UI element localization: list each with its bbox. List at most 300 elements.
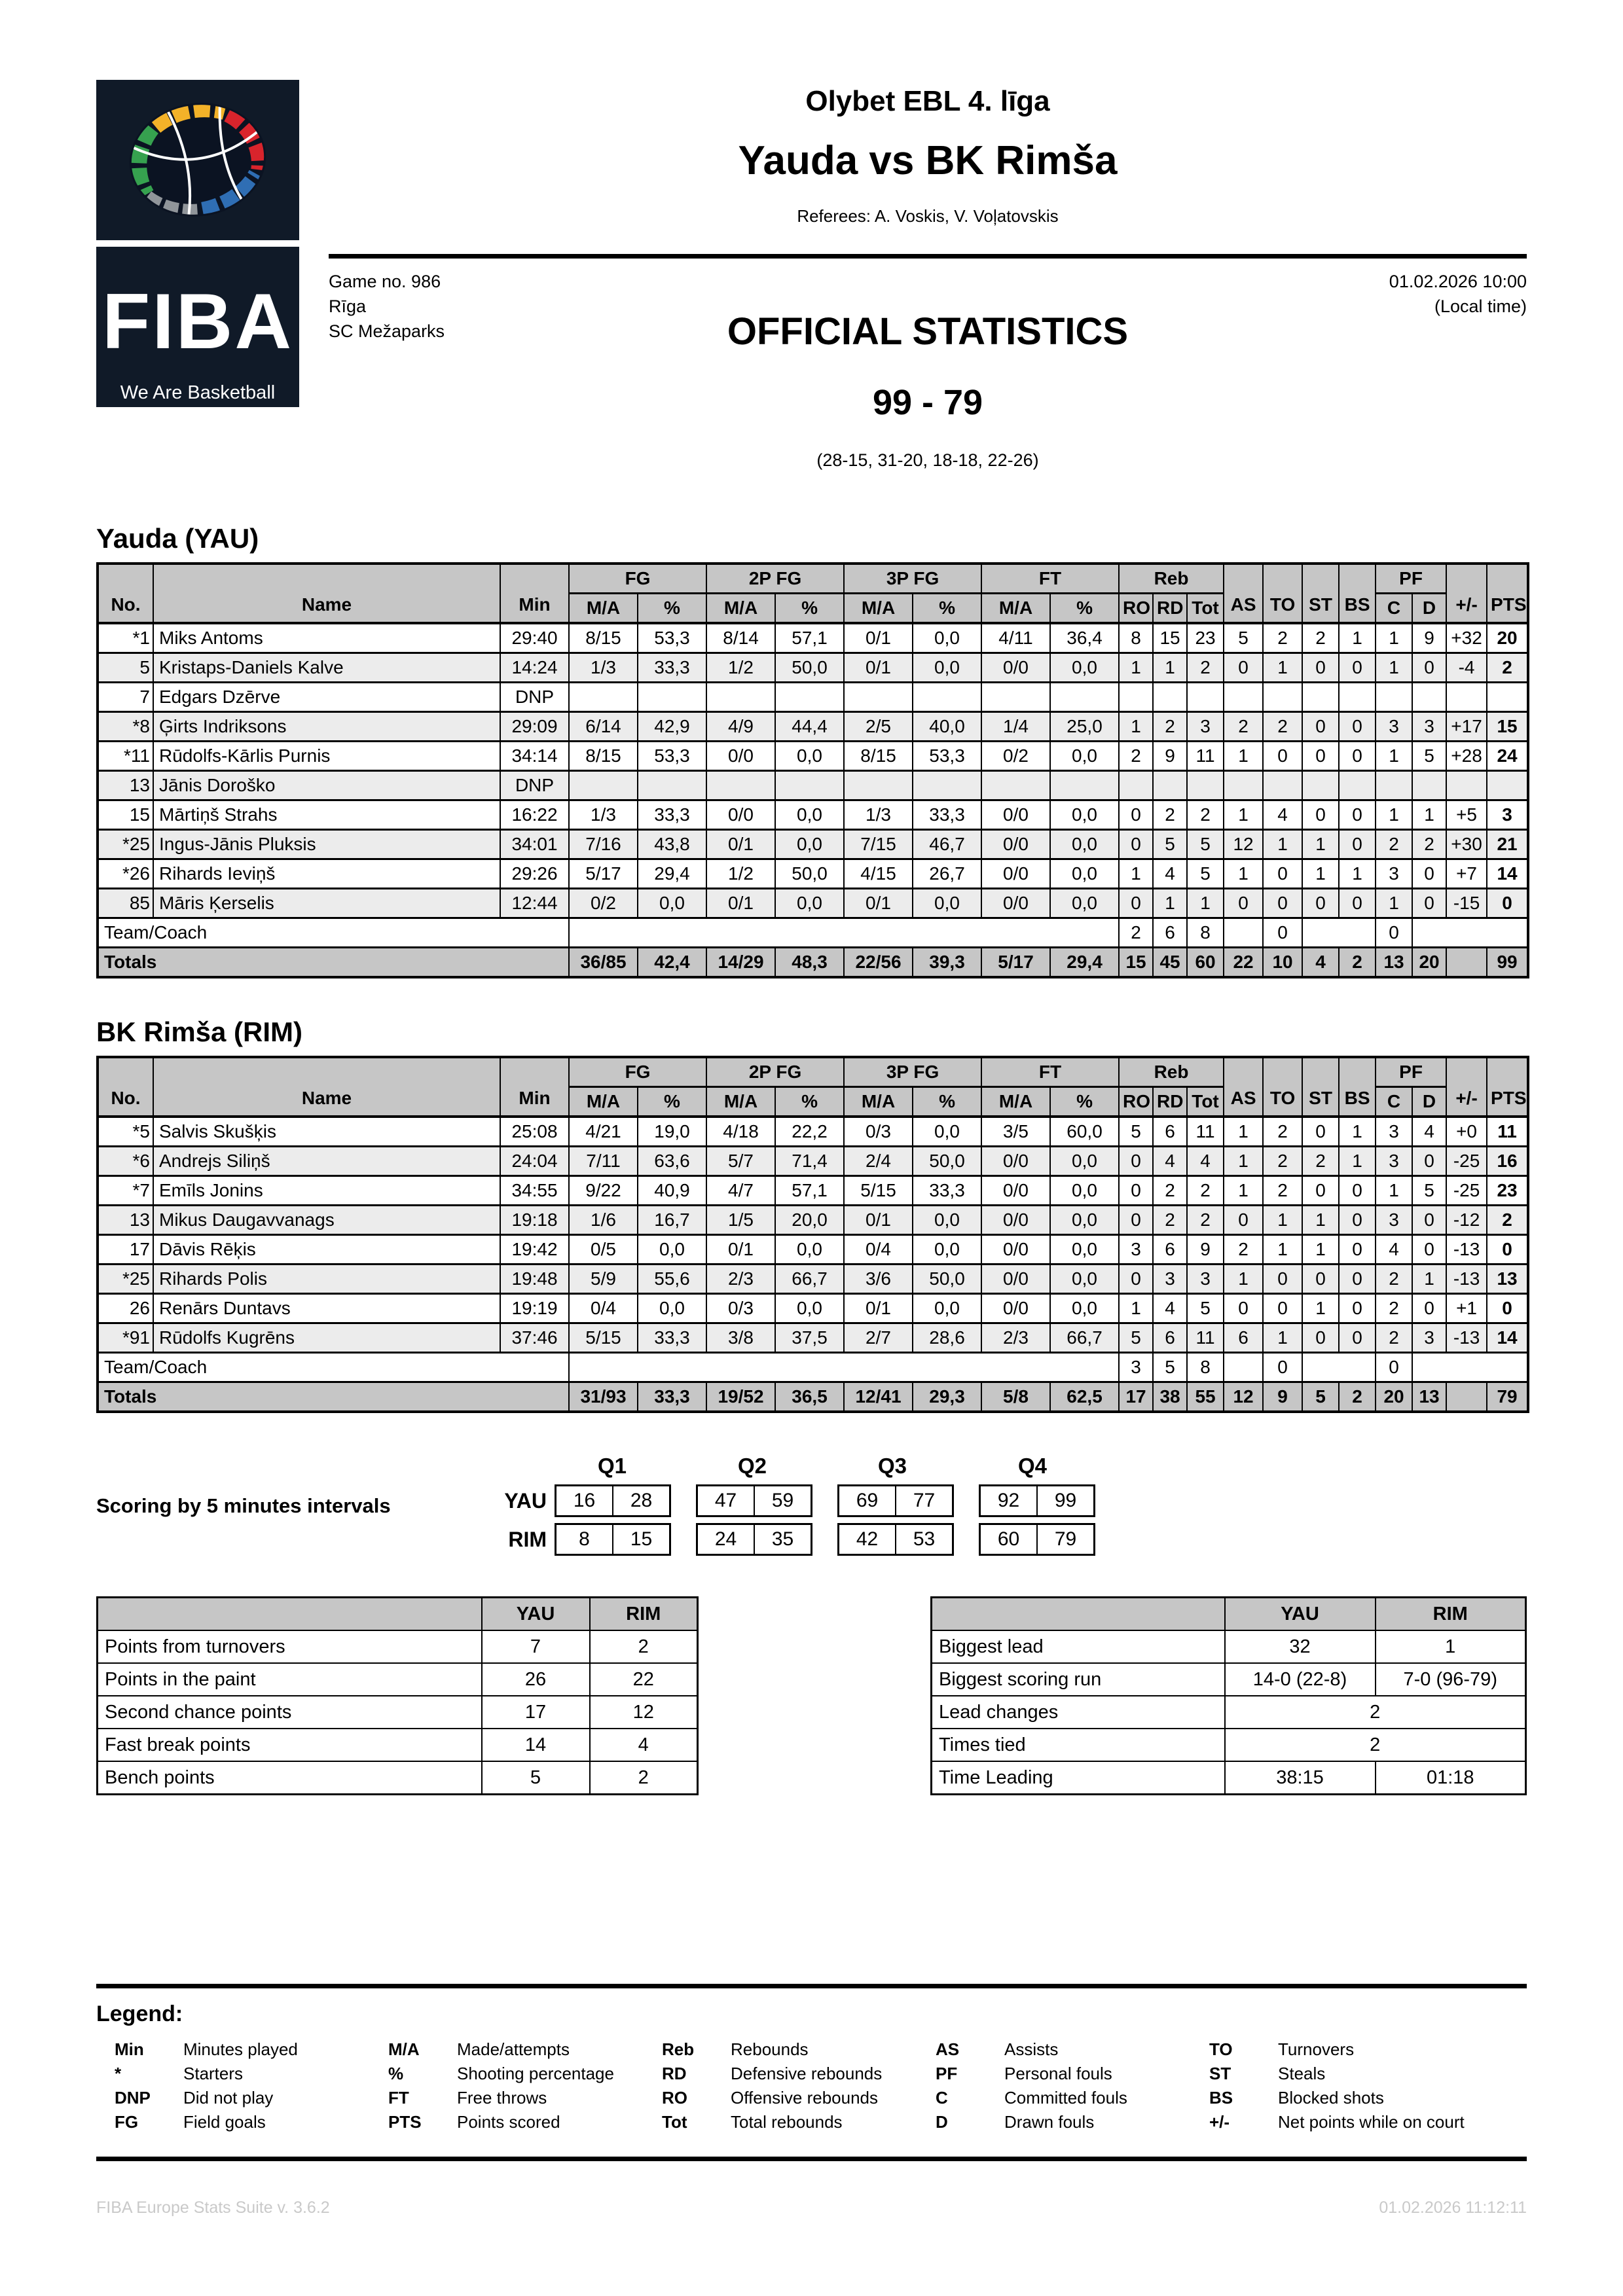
stat-cell: 0 [1224, 1206, 1263, 1235]
player-row [98, 742, 1528, 771]
stat-cell: 2 [1224, 712, 1263, 742]
total-cell: 42,4 [638, 948, 706, 978]
col-header: +/- [1446, 1057, 1487, 1117]
stat-cell: 0,0 [775, 800, 844, 830]
total-cell: 62,5 [1050, 1382, 1119, 1412]
stat-cell: 0/0 [981, 653, 1050, 683]
score-cell: 24 [698, 1525, 755, 1554]
col-subheader: C [1376, 594, 1412, 624]
stat-value: 26 [482, 1663, 590, 1696]
blank-cell [1412, 918, 1528, 948]
stat-cell: 1 [1339, 859, 1376, 889]
stat-cell: 0 [1339, 653, 1376, 683]
stat-cell: 29:40 [500, 623, 569, 653]
score-cell: 60 [981, 1525, 1038, 1554]
score-cell: 35 [771, 1528, 794, 1550]
stat-cell: +0 [1446, 1117, 1487, 1147]
game-info-row [329, 269, 1527, 471]
total-cell: 5/8 [981, 1382, 1050, 1412]
legend-abbr: Tot [662, 2112, 687, 2132]
stat-cell: 8 [1187, 1353, 1224, 1382]
team-coach-label: Team/Coach [98, 1353, 569, 1382]
stat-cell: 24:04 [500, 1147, 569, 1176]
legend-abbr: FT [388, 2088, 409, 2108]
stat-cell: 1 [1119, 653, 1153, 683]
stat-cell [569, 683, 638, 712]
col-subheader: M/A [844, 1087, 913, 1117]
legend-def: Defensive rebounds [731, 2064, 883, 2083]
stat-cell: 4 [1412, 1117, 1446, 1147]
stat-cell: 1/2 [706, 859, 775, 889]
scoring-row-rim [489, 1523, 1120, 1556]
stat-cell: 0/1 [844, 1294, 913, 1323]
stat-cell: +5 [1446, 800, 1487, 830]
total-cell: 2 [1339, 948, 1376, 978]
quarter-scores: (28-15, 31-20, 18-18, 22-26) [816, 450, 1039, 470]
stat-cell [1050, 771, 1119, 800]
stat-cell: 50,0 [913, 1265, 981, 1294]
player-number: 17 [98, 1235, 153, 1265]
player-number: 85 [98, 889, 153, 918]
stat-cell: 0,0 [638, 1294, 706, 1323]
total-cell: 12 [1224, 1382, 1263, 1412]
stat-cell: 1/6 [569, 1206, 638, 1235]
legend-def: Offensive rebounds [731, 2088, 878, 2108]
total-cell: 20 [1412, 948, 1446, 978]
col-subheader: RO [1119, 594, 1153, 624]
stat-cell: 2 [1263, 1117, 1302, 1147]
game-number: Game no. 986 [329, 272, 441, 291]
stat-cell [569, 771, 638, 800]
stat-cell: 0/0 [981, 1176, 1050, 1206]
col-header: FG [569, 1057, 706, 1087]
legend-def: Shooting percentage [457, 2064, 614, 2083]
legend-column [936, 2037, 1209, 2134]
totals-label: Totals [98, 1382, 569, 1412]
stat-cell: 8/14 [706, 623, 775, 653]
player-number: *11 [98, 742, 153, 771]
col-header: PTS [1487, 564, 1528, 623]
fiba-ball-logo [96, 80, 299, 240]
col-subheader: M/A [981, 594, 1050, 624]
legend-def: Free throws [457, 2088, 547, 2108]
score-cell: 16 [556, 1486, 613, 1515]
score-cell: 79 [1054, 1528, 1077, 1550]
extra-row-item [98, 1630, 698, 1663]
total-cell: 14/29 [706, 948, 775, 978]
stat-cell: 63,6 [638, 1147, 706, 1176]
col-header: PF [1376, 564, 1446, 594]
legend-def: Assists [1004, 2039, 1059, 2059]
extra-row-item [98, 1696, 698, 1729]
league-title: Olybet EBL 4. līga [805, 85, 1050, 117]
stat-cell: 0,0 [775, 889, 844, 918]
legend-abbr: PTS [388, 2112, 422, 2132]
col-header: AS [1224, 1057, 1263, 1117]
stat-cell: 5 [1153, 1353, 1187, 1382]
blank-header [932, 1598, 1225, 1631]
stat-cell [1339, 683, 1376, 712]
stat-cell [1224, 683, 1263, 712]
score-cell: 53 [913, 1528, 936, 1550]
stat-cell [1412, 771, 1446, 800]
footer-app-version: FIBA Europe Stats Suite v. 3.6.2 [96, 2198, 330, 2217]
quarter-label-q2: Q2 [737, 1454, 767, 1478]
stat-cell: 2 [1263, 1147, 1302, 1176]
player-name: Mārtiņš Strahs [153, 800, 500, 830]
legend-def: Made/attempts [457, 2039, 570, 2059]
col-subheader: M/A [706, 594, 775, 624]
stat-cell: 19:48 [500, 1265, 569, 1294]
legend-abbr: TO [1209, 2039, 1233, 2059]
legend-def: Points scored [457, 2112, 560, 2132]
stat-cell: 50,0 [775, 653, 844, 683]
stat-label: Points in the paint [98, 1663, 482, 1696]
stat-cell: 2 [1153, 1176, 1187, 1206]
col-header: PTS [1487, 1057, 1528, 1117]
team-coach-label: Team/Coach [98, 918, 569, 948]
col-header: Min [500, 1057, 569, 1117]
stat-label: Lead changes [932, 1696, 1225, 1729]
col-header-rim: RIM [590, 1598, 698, 1631]
stat-label: Time Leading [932, 1761, 1225, 1795]
player-name: Renārs Duntavs [153, 1294, 500, 1323]
stat-cell: 1/3 [569, 653, 638, 683]
stat-cell: 9 [1187, 1235, 1224, 1265]
stat-cell: 2 [1187, 653, 1224, 683]
stat-label: Times tied [932, 1729, 1225, 1761]
stat-cell [1187, 683, 1224, 712]
col-subheader: % [775, 594, 844, 624]
legend-abbr: Min [115, 2039, 144, 2059]
col-header: Reb [1119, 1057, 1224, 1087]
player-name: Edgars Dzērve [153, 683, 500, 712]
stat-cell: 0 [1263, 1353, 1302, 1382]
legend-abbr: M/A [388, 2039, 420, 2059]
stat-cell: 53,3 [913, 742, 981, 771]
stat-cell: 6 [1153, 1235, 1187, 1265]
stat-cell: +28 [1446, 742, 1487, 771]
player-name: Mikus Daugavvanags [153, 1206, 500, 1235]
matchup-title: Yauda vs BK Rimša [738, 138, 1118, 183]
col-header-yau: YAU [1225, 1598, 1376, 1631]
stat-cell: 0 [1339, 1323, 1376, 1353]
stat-cell: 9 [1153, 742, 1187, 771]
stat-cell: 25,0 [1050, 712, 1119, 742]
total-cell: 10 [1263, 948, 1302, 978]
stat-cell: 7/11 [569, 1147, 638, 1176]
stat-cell: 0 [1412, 889, 1446, 918]
legend-abbr: PF [936, 2064, 958, 2083]
stat-cell: 0 [1412, 1206, 1446, 1235]
col-header: TO [1263, 1057, 1302, 1117]
extra-row-item [98, 1761, 698, 1795]
legend-def: Drawn fouls [1004, 2112, 1095, 2132]
stat-cell: 2/3 [981, 1323, 1050, 1353]
player-name: Emīls Jonins [153, 1176, 500, 1206]
stat-cell [1412, 683, 1446, 712]
stat-cell: 1 [1119, 859, 1153, 889]
score-cell: 92 [981, 1486, 1038, 1515]
stat-cell: 0,0 [913, 1206, 981, 1235]
fiba-logo [96, 80, 299, 471]
stat-cell: 14:24 [500, 653, 569, 683]
stat-value-span: 2 [1225, 1696, 1526, 1729]
stat-cell: 0 [1412, 859, 1446, 889]
legend-abbr: RO [662, 2088, 687, 2108]
stat-cell: 22,2 [775, 1117, 844, 1147]
stat-cell [775, 683, 844, 712]
stat-cell: 50,0 [775, 859, 844, 889]
stat-cell: 0 [1302, 712, 1339, 742]
stat-cell: 50,0 [913, 1147, 981, 1176]
stat-cell [1376, 771, 1412, 800]
stat-cell: 1 [1302, 1235, 1339, 1265]
stat-cell: DNP [500, 683, 569, 712]
stat-value: 14 [482, 1729, 590, 1761]
player-points: 0 [1487, 1235, 1528, 1265]
stat-cell: 1/2 [706, 653, 775, 683]
stat-cell: 57,1 [775, 623, 844, 653]
stat-cell: 1 [1263, 1235, 1302, 1265]
stat-cell: 28,6 [913, 1323, 981, 1353]
stat-cell: 4/11 [981, 623, 1050, 653]
player-row [98, 1117, 1528, 1147]
stat-cell: 0/1 [706, 830, 775, 859]
player-points [1487, 771, 1528, 800]
stat-cell: 0 [1339, 1176, 1376, 1206]
stat-cell: 19:42 [500, 1235, 569, 1265]
player-name: Dāvis Rēķis [153, 1235, 500, 1265]
stat-cell: 0/0 [981, 859, 1050, 889]
stat-cell: 4/7 [706, 1176, 775, 1206]
player-name: Rūdolfs Kugrēns [153, 1323, 500, 1353]
stat-cell: -12 [1446, 1206, 1487, 1235]
stat-cell [1302, 771, 1339, 800]
stat-cell: 0/0 [981, 1206, 1050, 1235]
stat-cell: 11 [1187, 742, 1224, 771]
stat-cell: 0,0 [913, 653, 981, 683]
stat-cell: 3 [1119, 1235, 1153, 1265]
player-points [1487, 683, 1528, 712]
stat-cell: 0/0 [981, 1265, 1050, 1294]
game-venue: SC Mežaparks [329, 321, 445, 341]
stat-cell: 5 [1187, 830, 1224, 859]
stat-cell: 3 [1412, 712, 1446, 742]
total-cell: 20 [1376, 1382, 1412, 1412]
stat-cell: -4 [1446, 653, 1487, 683]
stat-label: Biggest lead [932, 1630, 1225, 1663]
stat-cell: 0/1 [844, 889, 913, 918]
total-cell: 31/93 [569, 1382, 638, 1412]
stat-cell: 0/0 [981, 800, 1050, 830]
stat-cell: 16:22 [500, 800, 569, 830]
team-abbr-yau: YAU [504, 1488, 547, 1513]
legend-abbr: Reb [662, 2039, 695, 2059]
total-cell [1446, 1382, 1487, 1412]
stat-cell: 0 [1339, 1206, 1376, 1235]
stat-cell: 29:26 [500, 859, 569, 889]
col-subheader: Tot [1187, 1087, 1224, 1117]
total-cell [1446, 948, 1487, 978]
fiba-ball-icon [96, 80, 299, 240]
stat-cell: 0 [1119, 800, 1153, 830]
stat-cell: 1 [1153, 653, 1187, 683]
stat-cell [1153, 683, 1187, 712]
total-cell: 13 [1376, 948, 1412, 978]
stat-cell: 3 [1376, 1206, 1412, 1235]
col-header: FG [569, 564, 706, 594]
total-cell: 45 [1153, 948, 1187, 978]
col-header: 3P FG [844, 564, 981, 594]
col-header: FT [981, 564, 1119, 594]
stat-cell: 0,0 [775, 830, 844, 859]
stat-cell: 0,0 [775, 1294, 844, 1323]
stat-cell: 9/22 [569, 1176, 638, 1206]
stat-cell [913, 683, 981, 712]
col-header: No. [98, 564, 153, 623]
stat-cell: 5/15 [569, 1323, 638, 1353]
stat-cell: 5 [1412, 1176, 1446, 1206]
stat-cell: 2/3 [706, 1265, 775, 1294]
stat-cell: 2/7 [844, 1323, 913, 1353]
stat-cell: 2/5 [844, 712, 913, 742]
stat-cell: 1 [1412, 800, 1446, 830]
extra-row-item [98, 1663, 698, 1696]
stat-cell: 0 [1119, 1206, 1153, 1235]
col-header: Min [500, 564, 569, 623]
stat-cell: +32 [1446, 623, 1487, 653]
stat-cell: 1/3 [844, 800, 913, 830]
game-info-right [1311, 269, 1527, 319]
stat-cell: 12 [1224, 830, 1263, 859]
player-name: Ģirts Indriksons [153, 712, 500, 742]
stat-value: 01:18 [1376, 1761, 1526, 1795]
legend-def: Total rebounds [731, 2112, 843, 2132]
stat-cell: +30 [1446, 830, 1487, 859]
total-cell: 5 [1302, 1382, 1339, 1412]
total-cell: 2 [1339, 1382, 1376, 1412]
stat-cell: 1/5 [706, 1206, 775, 1235]
totals-row [98, 1382, 1528, 1412]
stat-cell: 6/14 [569, 712, 638, 742]
score-cell: 28 [630, 1490, 653, 1511]
player-number: *26 [98, 859, 153, 889]
score-cell: 77 [913, 1490, 936, 1511]
game-info-left [329, 269, 545, 344]
player-points: 21 [1487, 830, 1528, 859]
stat-cell: 0 [1224, 1294, 1263, 1323]
legend-section [96, 1984, 1527, 2161]
col-subheader: M/A [844, 594, 913, 624]
stat-cell: 34:55 [500, 1176, 569, 1206]
player-points: 2 [1487, 653, 1528, 683]
player-points: 15 [1487, 712, 1528, 742]
stat-cell: 20,0 [775, 1206, 844, 1235]
stat-cell [1446, 683, 1487, 712]
stat-cell: 1 [1263, 1323, 1302, 1353]
stat-cell: 7/15 [844, 830, 913, 859]
stat-cell: 1 [1224, 1117, 1263, 1147]
stat-cell: 5 [1412, 742, 1446, 771]
player-name: Ingus-Jānis Pluksis [153, 830, 500, 859]
player-number: *7 [98, 1176, 153, 1206]
player-number: *91 [98, 1323, 153, 1353]
legend-column [388, 2037, 662, 2134]
stat-cell: 2 [1263, 623, 1302, 653]
stat-cell: 0,0 [1050, 1206, 1119, 1235]
blank-cell [1224, 1353, 1263, 1382]
extra-stats-section [96, 1596, 1527, 1795]
stat-cell: 0,0 [775, 742, 844, 771]
stat-cell: 0 [1412, 1147, 1446, 1176]
stat-value: 7 [482, 1630, 590, 1663]
stat-cell: 40,9 [638, 1176, 706, 1206]
stat-cell: 2 [1263, 1176, 1302, 1206]
stat-cell: 8/15 [844, 742, 913, 771]
player-row [98, 623, 1528, 653]
legend-def: Field goals [183, 2112, 266, 2132]
stat-cell: 1 [1119, 1294, 1153, 1323]
quarter-labels [555, 1454, 1120, 1479]
stat-cell: 1 [1224, 800, 1263, 830]
stat-cell: 0/0 [981, 889, 1050, 918]
stat-cell: 46,7 [913, 830, 981, 859]
stat-cell: 2 [1187, 1206, 1224, 1235]
stat-value: 4 [590, 1729, 698, 1761]
stat-cell: 4/15 [844, 859, 913, 889]
total-cell: 29,3 [913, 1382, 981, 1412]
player-points: 0 [1487, 889, 1528, 918]
stat-cell: 2 [1376, 1323, 1412, 1353]
stat-cell: 11 [1187, 1117, 1224, 1147]
col-header: BS [1339, 564, 1376, 623]
player-points: 11 [1487, 1117, 1528, 1147]
legend-def: Minutes played [183, 2039, 298, 2059]
legend-def: Personal fouls [1004, 2064, 1112, 2083]
stat-cell: 15 [1153, 623, 1187, 653]
score-cell: 42 [839, 1525, 896, 1554]
total-cell: 13 [1412, 1382, 1446, 1412]
stat-cell [981, 771, 1050, 800]
player-number: 13 [98, 1206, 153, 1235]
stat-cell: 33,3 [913, 1176, 981, 1206]
extra-row-item [98, 1729, 698, 1761]
player-name: Miks Antoms [153, 623, 500, 653]
extra-header-row [98, 1598, 698, 1631]
stat-cell: 3/5 [981, 1117, 1050, 1147]
col-subheader: M/A [569, 1087, 638, 1117]
score-box [555, 1523, 671, 1556]
stat-cell: 0 [1119, 1265, 1153, 1294]
player-row [98, 1206, 1528, 1235]
stat-cell: 1 [1376, 623, 1412, 653]
extra-row-item [932, 1630, 1526, 1663]
score-box [979, 1523, 1095, 1556]
score-box [696, 1523, 812, 1556]
stat-cell: -15 [1446, 889, 1487, 918]
stat-cell: +7 [1446, 859, 1487, 889]
stat-cell: 4 [1153, 859, 1187, 889]
team-title-yauda: Yauda (YAU) [96, 523, 259, 554]
stat-cell: 0/0 [706, 742, 775, 771]
stat-cell: 71,4 [775, 1147, 844, 1176]
local-time-label: (Local time) [1434, 296, 1527, 316]
stat-cell: 3 [1187, 1265, 1224, 1294]
stat-cell: 2 [1376, 1265, 1412, 1294]
legend-def: Did not play [183, 2088, 274, 2108]
stat-cell: 0/1 [844, 653, 913, 683]
